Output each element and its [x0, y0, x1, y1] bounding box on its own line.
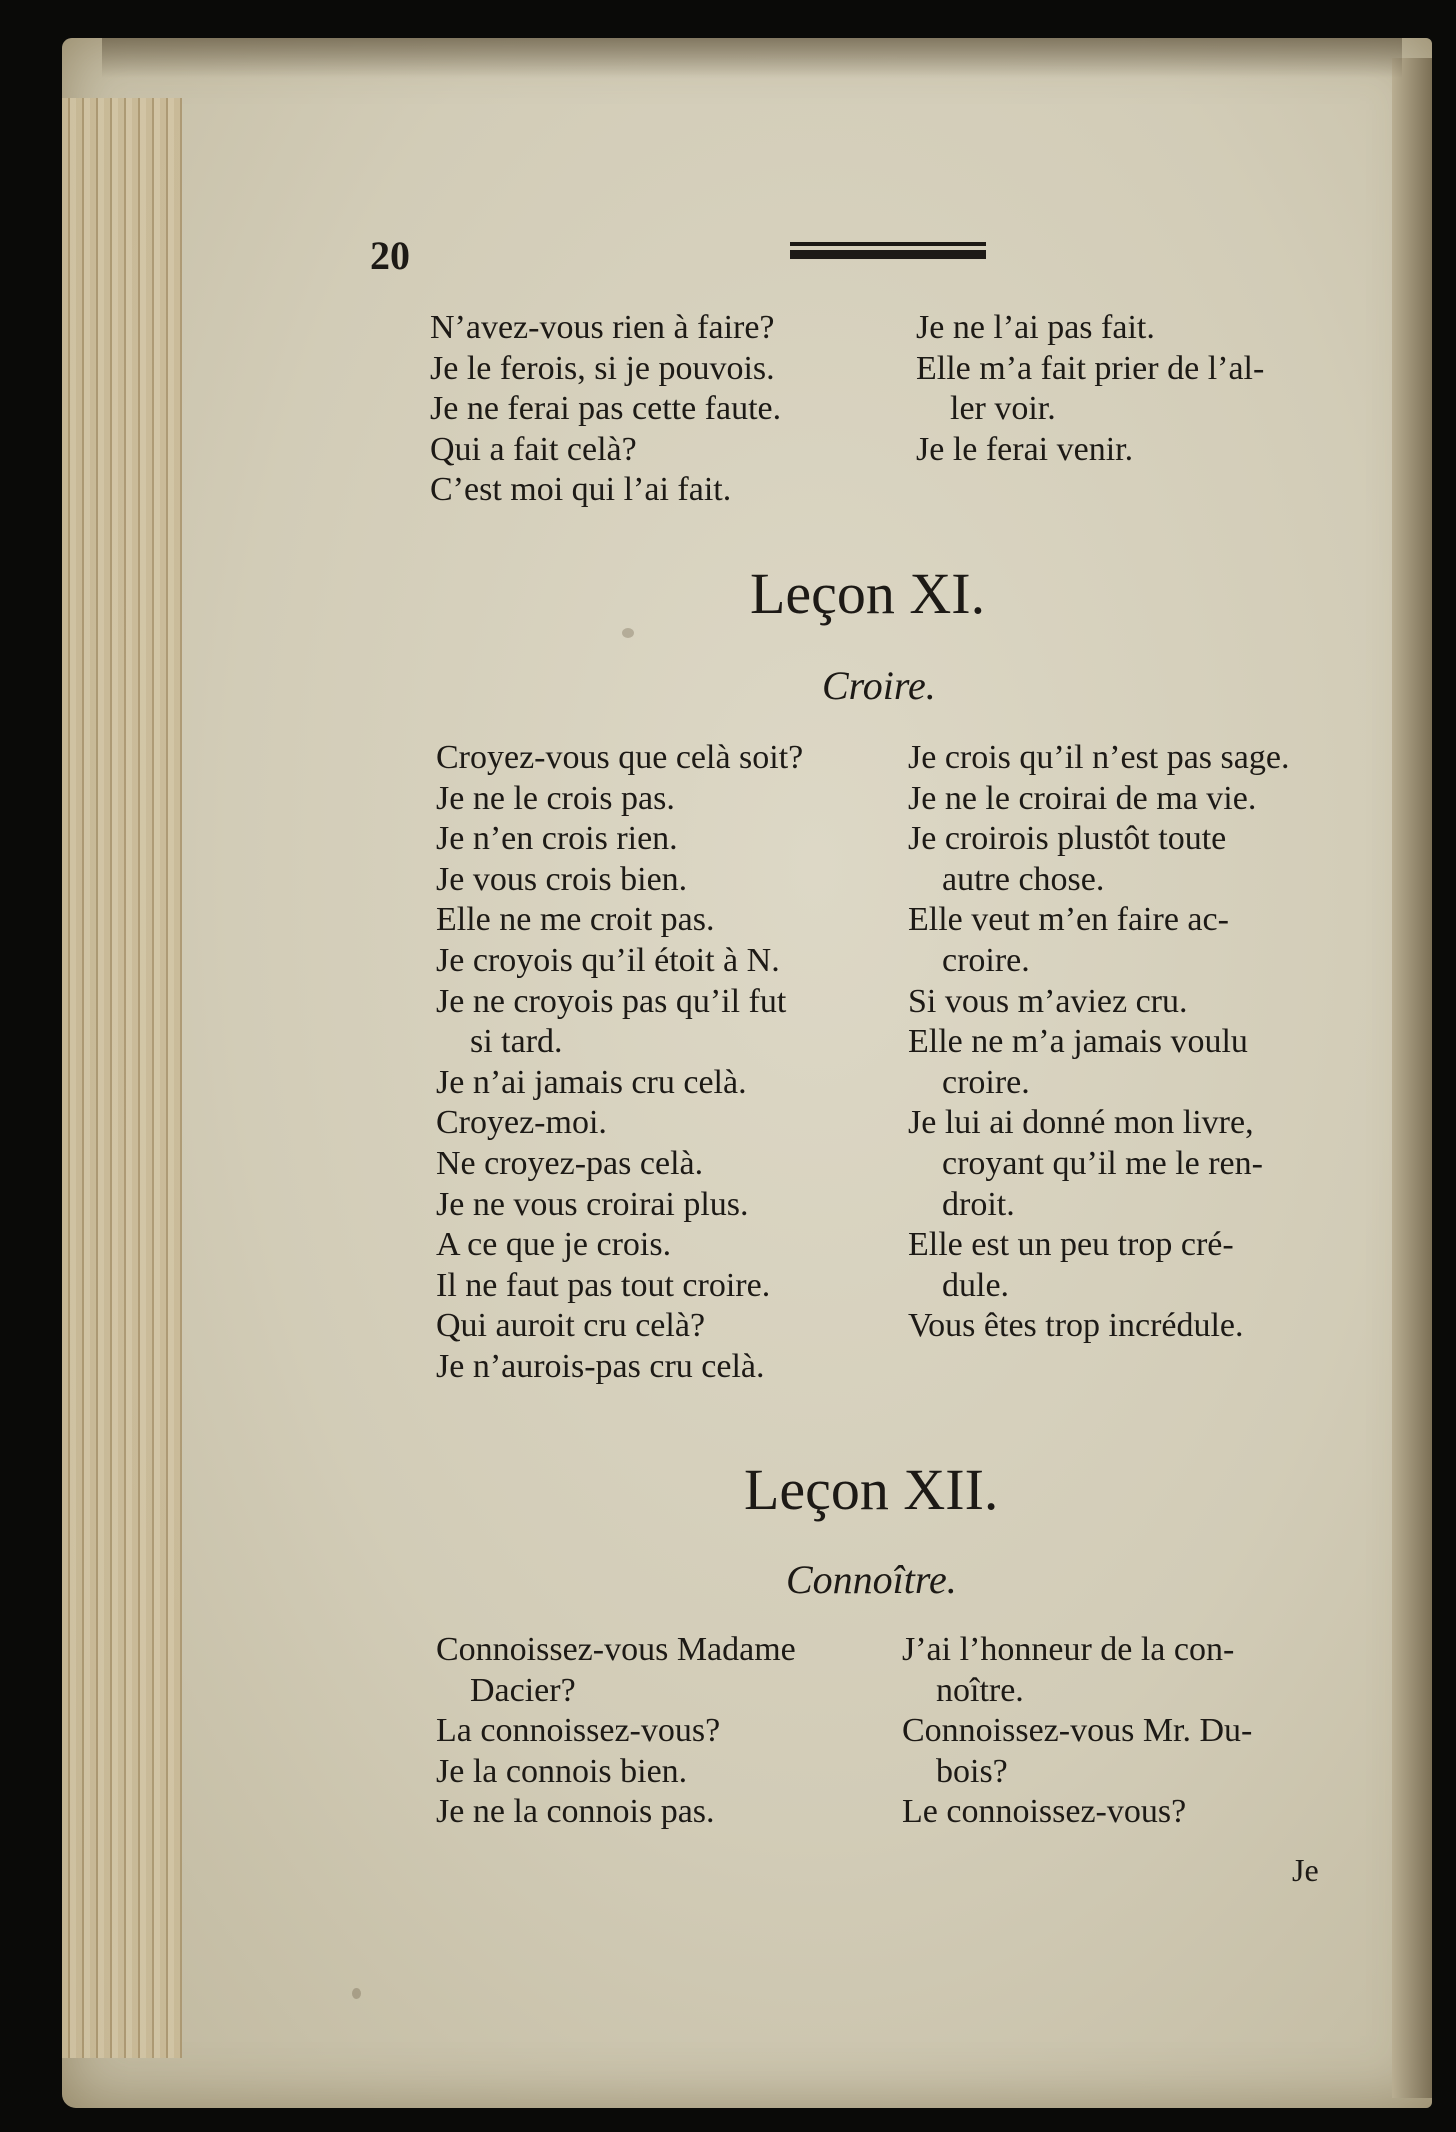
text-line: ler voir.: [950, 390, 1056, 428]
text-line: Le connoissez-vous?: [902, 1793, 1187, 1831]
text-line: Je ne la connois pas.: [436, 1793, 715, 1831]
text-line: Je la connois bien.: [436, 1752, 688, 1790]
text-line: Elle ne m’a jamais voulu: [908, 1023, 1248, 1061]
lesson-11-title: Leçon XI.: [750, 561, 986, 626]
text-line: J’ai l’honneur de la con-: [902, 1631, 1235, 1668]
text-line: Elle est un peu trop cré-: [908, 1226, 1234, 1264]
text-line: bois?: [936, 1752, 1008, 1790]
text-line: Si vous m’aviez cru.: [908, 982, 1188, 1020]
text-line: Je ne vous croirai plus.: [436, 1185, 749, 1223]
lesson-12-title: Leçon XII.: [744, 1457, 999, 1522]
text-line: croire.: [942, 941, 1030, 979]
page-number: 20: [370, 233, 410, 278]
lesson-12-left-column: [436, 1630, 796, 1833]
intro-right-column: [916, 308, 1264, 470]
text-line: Je croyois qu’il étoit à N.: [436, 941, 780, 979]
text-line: Je le ferois, si je pouvois.: [430, 349, 775, 387]
text-line: Il ne faut pas tout croire.: [436, 1266, 771, 1304]
text-line: croyant qu’il me le ren-: [942, 1144, 1263, 1182]
catchword: Je: [1292, 1852, 1319, 1888]
text-line: Je lui ai donné mon livre,: [908, 1104, 1254, 1142]
text-line: autre chose.: [942, 860, 1105, 898]
lesson-11-right-column: [908, 738, 1289, 1347]
foxing-spot: [352, 1988, 361, 1999]
text-line: Je ne le croirai de ma vie.: [908, 779, 1257, 817]
worn-edge: [102, 38, 1402, 78]
text-line: N’avez-vous rien à faire?: [430, 309, 775, 346]
text-line: Je crois qu’il n’est pas sage.: [908, 739, 1290, 776]
header-rule-thick: [790, 250, 986, 259]
text-line: Je croirois plustôt toute: [908, 820, 1227, 858]
text-line: noître.: [936, 1671, 1024, 1709]
text-line: si tard.: [470, 1023, 563, 1061]
text-line: Je n’aurois-pas cru celà.: [436, 1347, 765, 1385]
text-line: dule.: [942, 1266, 1010, 1304]
text-line: Croyez-vous que celà soit?: [436, 739, 804, 776]
text-line: Je n’ai jamais cru celà.: [436, 1063, 747, 1101]
lesson-12-right-column: [902, 1630, 1252, 1833]
text-line: Dacier?: [470, 1671, 576, 1709]
text-line: Connoissez-vous Madame: [436, 1631, 796, 1668]
text-line: Ne croyez-pas celà.: [436, 1144, 704, 1182]
text-line: Elle ne me croit pas.: [436, 901, 715, 939]
lesson-11-left-column: [436, 738, 803, 1388]
text-line: croire.: [942, 1063, 1030, 1101]
lesson-12-subtitle: Connoître.: [786, 1557, 957, 1602]
text-line: Vous êtes trop incrédule.: [908, 1307, 1244, 1345]
text-line: Croyez-moi.: [436, 1104, 607, 1142]
text-line: Elle veut m’en faire ac-: [908, 901, 1229, 939]
text-line: Je ne le crois pas.: [436, 779, 675, 817]
binding-gutter: [1392, 58, 1432, 2098]
text-line: La connoissez-vous?: [436, 1712, 721, 1750]
text-line: Je ne ferai pas cette faute.: [430, 390, 782, 428]
foxing-spot: [622, 628, 634, 638]
text-line: Je le ferai venir.: [916, 430, 1134, 468]
text-line: Je ne croyois pas qu’il fut: [436, 982, 787, 1020]
text-line: Je n’en crois rien.: [436, 820, 678, 858]
text-line: Je ne l’ai pas fait.: [916, 309, 1155, 346]
text-line: droit.: [942, 1185, 1015, 1223]
text-line: C’est moi qui l’ai fait.: [430, 471, 732, 509]
text-line: Je vous crois bien.: [436, 860, 688, 898]
text-line: Elle m’a fait prier de l’al-: [916, 349, 1265, 387]
text-line: Qui auroit cru celà?: [436, 1307, 706, 1345]
text-line: Qui a fait celà?: [430, 430, 637, 468]
text-line: A ce que je crois.: [436, 1226, 672, 1264]
page-edges: [62, 98, 182, 2058]
lesson-11-subtitle: Croire.: [822, 663, 936, 708]
text-line: Connoissez-vous Mr. Du-: [902, 1712, 1253, 1750]
header-rule-thin: [790, 242, 986, 246]
intro-left-column: [430, 308, 781, 511]
